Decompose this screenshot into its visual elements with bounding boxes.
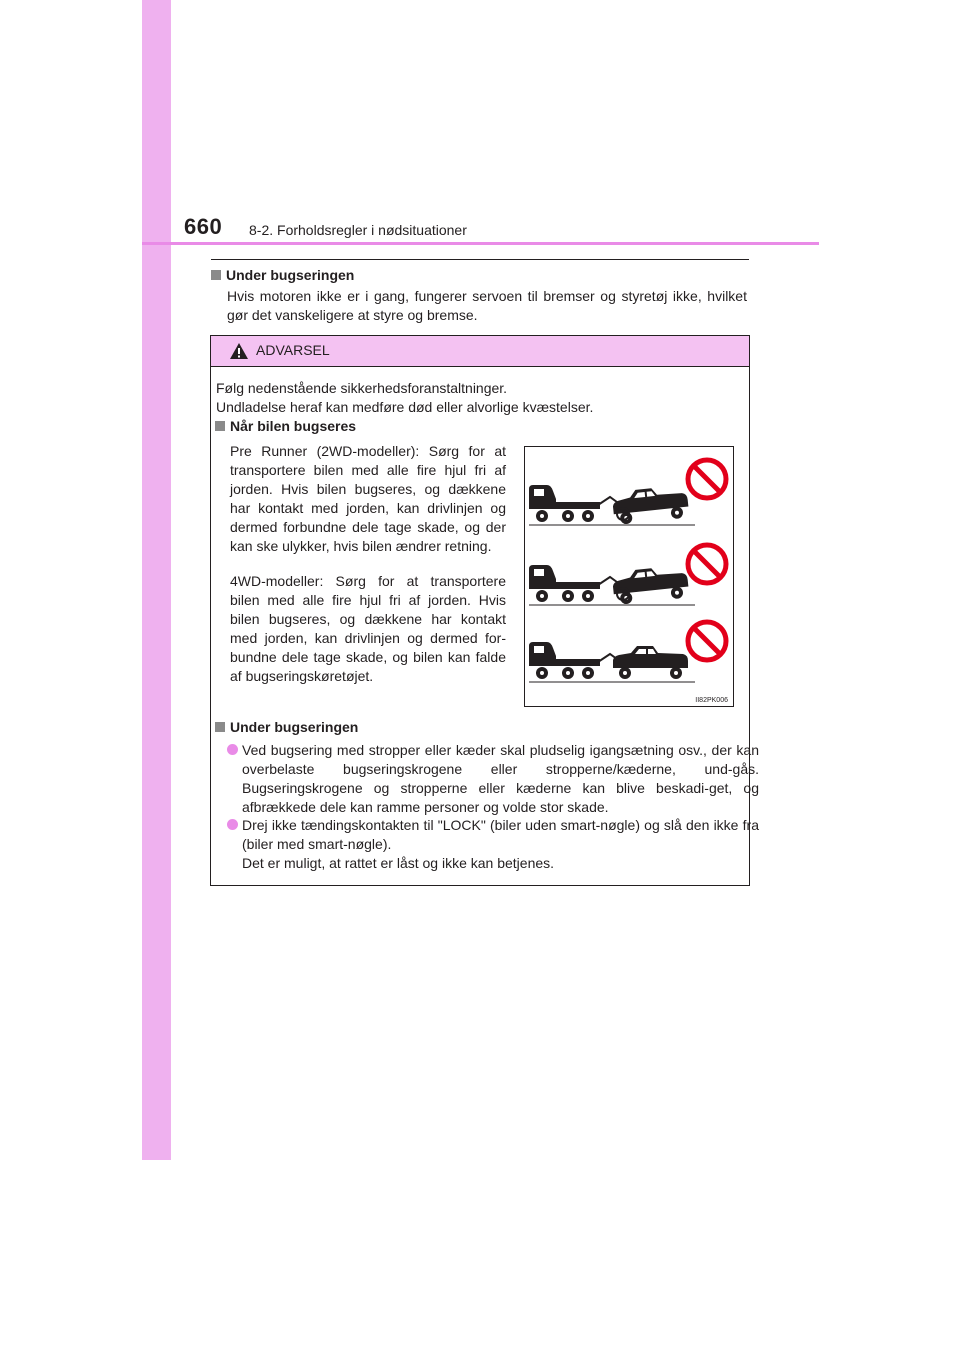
section1-paragraph-2wd: Pre Runner (2WD-modeller): Sørg for at transportere bilen med alle fire hjul fri af jorden. Hvis bilen bugseres, og dækkene har kontakt med jorden, kan drivlinjen og dermed forbundne dele tage skade, og der kan ske ulykker, hvis bilen ændrer retning. <box>230 443 506 554</box>
top-divider <box>211 259 749 260</box>
section-title: 8-2. Forholdsregler i nødsituationer <box>249 222 467 238</box>
towing-illustration <box>525 447 733 706</box>
section2-heading-text: Under bugseringen <box>230 719 359 735</box>
square-bullet-icon <box>215 421 225 431</box>
section1-heading <box>215 418 356 434</box>
warning-header <box>211 336 749 367</box>
circle-bullet-icon <box>227 819 238 830</box>
warning-triangle-icon <box>229 342 249 360</box>
warning-intro-line: Undladelse heraf kan medføre død eller alvorlige kvæstelser. <box>216 399 594 415</box>
warning-label: ADVARSEL <box>256 342 330 358</box>
bullet-text-extra: Det er muligt, at rattet er låst og ikke kan betjenes. <box>242 855 555 871</box>
circle-bullet-icon <box>227 744 238 755</box>
section1-heading-text: Når bilen bugseres <box>230 418 357 434</box>
side-color-strip <box>142 0 171 1160</box>
page-number: 660 <box>184 214 223 239</box>
section2-heading <box>215 719 358 735</box>
intro-heading <box>211 267 354 283</box>
warning-box <box>210 335 759 886</box>
figure-code: II82PK006 <box>695 697 728 704</box>
square-bullet-icon <box>215 722 225 732</box>
section1-paragraph-4wd: 4WD-modeller: Sørg for at transportere bilen med alle fire hjul fri af jorden. Hvis bilen bugseres, og dækkene har kontakt med jorden, kan drivlinjen og dermed for-bundne dele tage skade, og bilen kan falde af bugseringskøretøjet. <box>230 573 506 684</box>
intro-body: Hvis motoren ikke er i gang, fungerer servoen til bremser og styretøj ikke, hvilket gør det vanskeligere at styre og bremse. <box>227 288 747 323</box>
intro-heading-text: Under bugseringen <box>226 267 355 283</box>
warning-intro-line: Følg nedenstående sikkerhedsforanstaltninger. <box>216 380 508 396</box>
square-bullet-icon <box>211 270 221 280</box>
bullet-item <box>227 741 759 817</box>
bullet-item <box>227 816 759 873</box>
bullet-text: Ved bugsering med stropper eller kæder skal pludselig igangsætning osv., der kan overbelaste bugseringskrogene eller stropperne/kæderne, und-gås. Bugseringskrogene og stropperne eller kæderne kan blive beskadi-get, og afbrækkede dele kan ramme personer og volde stor skade. <box>242 742 759 815</box>
bullet-text: Drej ikke tændingskontakten til "LOCK" (biler uden smart-nøgle) og slå den ikke fra (biler med smart-nøgle). <box>242 817 759 852</box>
header-rule <box>142 242 819 245</box>
warning-intro <box>216 379 593 417</box>
towing-figure <box>524 446 734 707</box>
